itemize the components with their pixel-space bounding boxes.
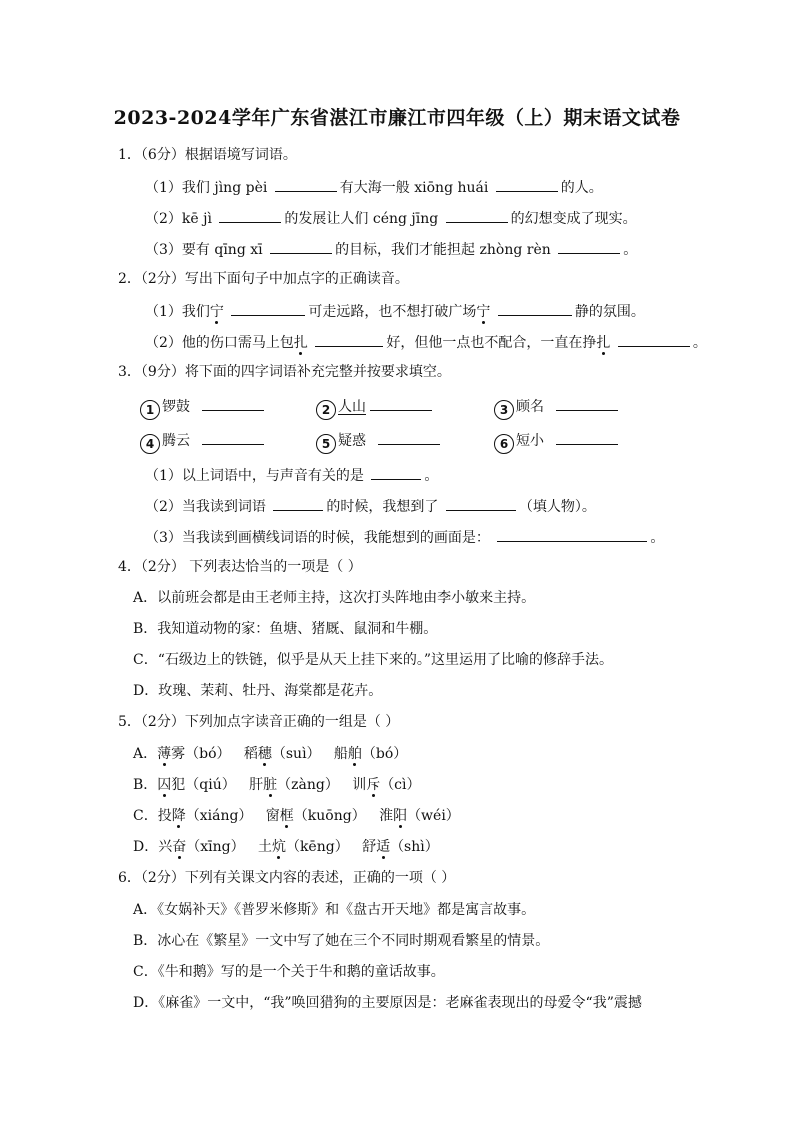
word-part: 土 — [257, 839, 272, 855]
circled-number: 2 — [316, 400, 336, 420]
q1-s2-text-c: 的幻想变成了现实。 — [510, 211, 637, 227]
q1-s3-text-a: （3）要有 qīng xī — [145, 242, 263, 258]
q5-option-d[interactable] — [133, 837, 439, 857]
answer-blank[interactable] — [371, 464, 421, 480]
q3-s3-text-b: 。 — [650, 530, 665, 546]
dotted-char: 囚 — [157, 777, 172, 793]
q5-option-b[interactable] — [133, 775, 421, 795]
q3-s1-text-b: 。 — [424, 468, 439, 484]
dotted-char: 适 — [376, 839, 391, 855]
answer-blank[interactable] — [315, 331, 383, 347]
dotted-char: 脏 — [263, 777, 278, 793]
answer-blank[interactable] — [231, 300, 305, 316]
q2-s2-text-a: （2）他的伤口需马上包 — [145, 335, 294, 351]
q3-sub-2 — [145, 495, 596, 517]
question-5-stem: 5．（2分）下列加点字读音正确的一组是（ ） — [118, 714, 400, 730]
q3-s2-text-c: （填人物）。 — [518, 499, 596, 515]
circled-number: 3 — [494, 400, 514, 420]
question-3-stem: 3．（9分）将下面的四字词语补充完整并按要求填空。 — [118, 364, 451, 380]
option-label: C． — [133, 808, 158, 824]
answer-blank[interactable] — [446, 207, 508, 223]
word-part: 船 — [333, 746, 348, 762]
option-label: B． — [133, 777, 158, 793]
answer-blank[interactable] — [273, 495, 323, 511]
idiom-text: 顾名 — [516, 399, 544, 415]
q1-s1-text-c: 的人。 — [560, 180, 603, 196]
idiom-item-2 — [316, 395, 435, 420]
q1-s1-text-b: 有大海一般 xiōng huái — [339, 180, 489, 196]
page-title: 2023-2024学年广东省湛江市廉江市四年级（上）期末语文试卷 — [113, 107, 681, 129]
idiom-item-5 — [316, 429, 443, 454]
word-part: （kuōng） — [293, 808, 366, 824]
idiom-text: 腾云 — [162, 433, 190, 449]
circled-number: 4 — [140, 434, 160, 454]
word-part: （suì） — [271, 746, 321, 762]
answer-blank[interactable] — [556, 395, 618, 411]
q1-sub-3 — [145, 238, 637, 260]
answer-blank[interactable] — [219, 207, 281, 223]
q2-s1-text-c: 静的氛围。 — [574, 304, 645, 320]
word-part: （zàng） — [277, 777, 339, 793]
q2-s2-text-c: 。 — [692, 335, 707, 351]
word-part: 稻 — [243, 746, 258, 762]
word-part: （xīng） — [186, 839, 245, 855]
word-part: 淮 — [379, 808, 394, 824]
idiom-item-4 — [140, 429, 267, 454]
question-2-stem: 2．（2分）写出下面句子中加点字的正确读音。 — [118, 271, 409, 287]
q4-option-c[interactable]: C．“石级边上的铁链，似乎是从天上挂下来的。”这里运用了比喻的修辞手法。 — [133, 652, 614, 668]
dotted-char: 扎 — [293, 335, 308, 351]
answer-blank[interactable] — [558, 238, 620, 254]
q5-option-a[interactable] — [133, 744, 407, 764]
answer-blank[interactable] — [275, 176, 337, 192]
q4-option-d[interactable]: D．玫瑰、茉莉、牡丹、海棠都是花卉。 — [133, 683, 383, 699]
option-label: D． — [133, 839, 159, 855]
dotted-char: 穗 — [257, 746, 272, 762]
word-part: 窗 — [265, 808, 280, 824]
dotted-char: 舶 — [347, 746, 362, 762]
q1-sub-2 — [145, 207, 637, 229]
q5-option-c[interactable] — [133, 806, 460, 826]
q1-s2-text-b: 的发展让人们 céng jīng — [284, 211, 439, 227]
idiom-text: 短小 — [516, 433, 544, 449]
q6-option-b[interactable]: B．冰心在《繁星》一文中写了她在三个不同时期观看繁星的情景。 — [133, 933, 550, 949]
question-4-stem: 4．（2分） 下列表达恰当的一项是（ ） — [118, 559, 362, 575]
q4-option-a[interactable]: A．以前班会都是由王老师主持，这次打头阵地由李小敏来主持。 — [133, 590, 536, 606]
word-part: 训 — [352, 777, 367, 793]
idiom-item-1 — [140, 395, 267, 420]
q2-sub-1 — [145, 300, 645, 322]
answer-blank[interactable] — [378, 429, 440, 445]
answer-blank[interactable] — [270, 238, 332, 254]
idiom-text: 疑惑 — [338, 433, 366, 449]
q3-sub-1 — [145, 464, 438, 486]
word-part: （bó） — [361, 746, 408, 762]
q4-option-b[interactable]: B．我知道动物的家：鱼塘、猪厩、鼠洞和牛棚。 — [133, 621, 438, 637]
question-1-stem: 1．（6分）根据语境写词语。 — [118, 147, 297, 163]
q2-s1-text-b: 可走远路，也不想打破广场 — [308, 304, 477, 320]
dotted-char: 斥 — [366, 777, 381, 793]
idiom-item-6 — [494, 429, 621, 454]
answer-blank[interactable] — [497, 526, 647, 542]
q3-s2-text-b: 的时候，我想到了 — [326, 499, 439, 515]
q2-s2-text-b: 好，但他一点也不配合，一直在挣 — [386, 335, 597, 351]
word-part: （kēng） — [285, 839, 349, 855]
circled-number: 6 — [494, 434, 514, 454]
q1-s2-text-a: （2）kē jì — [145, 211, 212, 227]
answer-blank[interactable] — [618, 331, 690, 347]
dotted-char: 宁 — [209, 304, 224, 320]
q3-s3-text-a: （3）当我读到画横线词语的时候，我能想到的画面是： — [145, 530, 490, 546]
answer-blank[interactable] — [446, 495, 516, 511]
answer-blank[interactable] — [370, 395, 432, 411]
word-part: 投 — [157, 808, 172, 824]
answer-blank[interactable] — [498, 300, 572, 316]
q6-option-c[interactable]: C．《牛和鹅》写的是一个关于牛和鹅的童话故事。 — [133, 964, 445, 980]
dotted-char: 阳 — [393, 808, 408, 824]
dotted-char: 降 — [171, 808, 186, 824]
q3-sub-3 — [145, 526, 664, 548]
answer-blank[interactable] — [202, 429, 264, 445]
dotted-char: 奋 — [172, 839, 187, 855]
word-part: 雾（bó） — [171, 746, 231, 762]
q1-sub-1 — [145, 176, 603, 198]
word-part: （xiáng） — [185, 808, 253, 824]
idiom-item-3 — [494, 395, 621, 420]
answer-blank[interactable] — [556, 429, 618, 445]
answer-blank[interactable] — [202, 395, 264, 411]
q6-option-a[interactable]: A．《女娲补天》《普罗米修斯》和《盘古开天地》都是寓言故事。 — [133, 902, 536, 918]
question-6-stem: 6．（2分）下列有关课文内容的表述，正确的一项（ ） — [118, 870, 456, 886]
dotted-char: 框 — [279, 808, 294, 824]
dotted-char: 炕 — [271, 839, 286, 855]
idiom-text: 锣鼓 — [162, 399, 190, 415]
q1-s3-text-c: 。 — [623, 242, 638, 258]
q3-s1-text-a: （1）以上词语中，与声音有关的是 — [145, 468, 364, 484]
word-part: （wéi） — [407, 808, 460, 824]
word-part: 兴 — [158, 839, 173, 855]
dotted-char: 扎 — [596, 335, 611, 351]
circled-number: 1 — [140, 400, 160, 420]
word-part: 舒 — [362, 839, 377, 855]
q3-s2-text-a: （2）当我读到词语 — [145, 499, 266, 515]
word-part: （cì） — [380, 777, 421, 793]
word-part: （shì） — [390, 839, 439, 855]
q2-s1-text-a: （1）我们 — [145, 304, 210, 320]
circled-number: 5 — [316, 434, 336, 454]
option-label: A． — [133, 746, 158, 762]
dotted-char: 宁 — [476, 304, 491, 320]
q1-s1-text-a: （1）我们 jìng pèi — [145, 180, 268, 196]
idiom-text-underlined: 人山 — [338, 399, 366, 415]
q6-option-d[interactable]: D．《麻雀》一文中，“我”唤回猎狗的主要原因是：老麻雀表现出的母爱令“我”震撼 — [133, 995, 642, 1011]
word-part: 肝 — [249, 777, 264, 793]
dotted-char: 薄 — [157, 746, 172, 762]
q2-sub-2 — [145, 331, 707, 353]
word-part: 犯（qiú） — [171, 777, 236, 793]
q1-s3-text-b: 的目标，我们才能担起 zhòng rèn — [335, 242, 551, 258]
answer-blank[interactable] — [496, 176, 558, 192]
